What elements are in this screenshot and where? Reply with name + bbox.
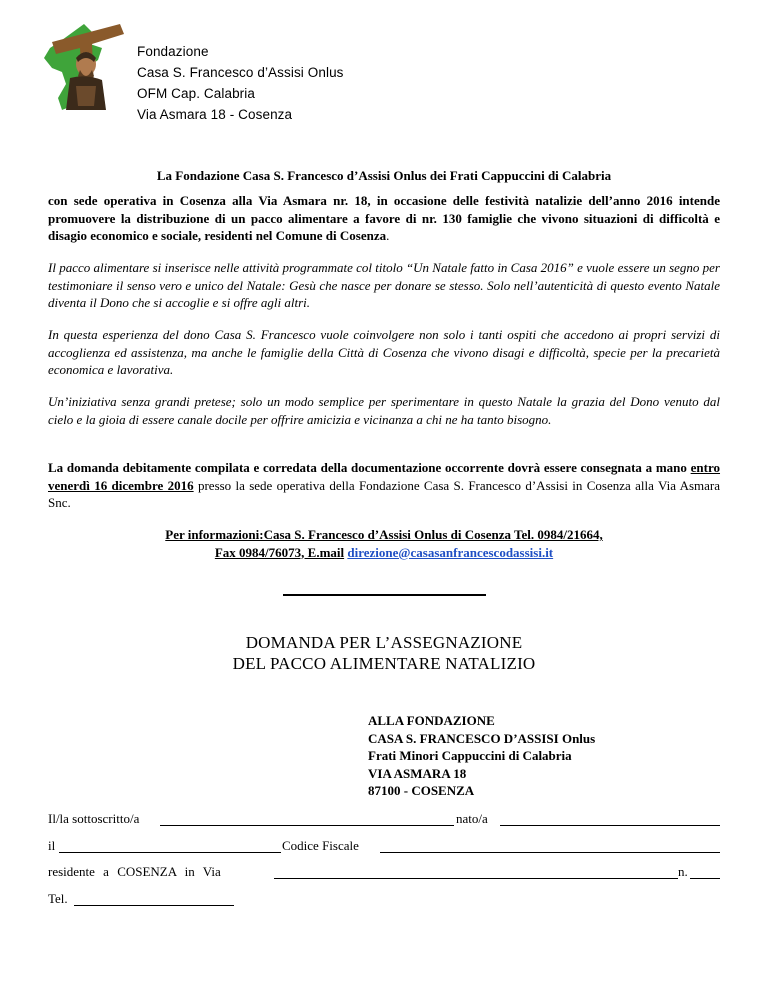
street-number-input-line[interactable] bbox=[690, 864, 720, 879]
recipient-line: VIA ASMARA 18 bbox=[368, 765, 467, 781]
street-input-line[interactable] bbox=[274, 864, 678, 879]
org-header bbox=[137, 41, 344, 125]
undersigned-label: Il/la sottoscritto/a bbox=[48, 811, 140, 826]
form-title-line-2: DEL PACCO ALIMENTARE NATALIZIO bbox=[232, 654, 536, 673]
org-line: Fondazione bbox=[137, 44, 209, 59]
resident-label: residente a COSENZA in Via bbox=[48, 864, 221, 879]
number-label: n. bbox=[678, 864, 688, 879]
separator-line bbox=[283, 594, 486, 596]
undersigned-input-line[interactable] bbox=[160, 811, 454, 826]
phone-label: Tel. bbox=[48, 891, 68, 906]
recipient-address bbox=[368, 712, 595, 800]
foundation-logo bbox=[32, 18, 132, 118]
birthplace-input-line[interactable] bbox=[500, 811, 720, 826]
contact-info-line-2 bbox=[48, 544, 720, 562]
field-row-address bbox=[48, 864, 720, 882]
birthdate-input-line[interactable] bbox=[59, 838, 281, 853]
phone-input-line[interactable] bbox=[74, 891, 234, 906]
paragraph-simple-initiative: Un’iniziativa senza grandi pretese; solo un modo semplice per sperimentare in questo Natale la grazia del Dono venuto dal cielo e la gioia di essere canale docile per offrire amicizia e vicinanza a chi ne ha tanto bisogno. bbox=[48, 394, 720, 427]
field-row-birth bbox=[48, 838, 720, 856]
form-title bbox=[48, 632, 720, 674]
recipient-line: CASA S. FRANCESCO D’ASSISI Onlus bbox=[368, 730, 596, 746]
submission-lead: La domanda debitamente compilata e corredata della documentazione occorrente dovrà essere consegnata a mano bbox=[48, 460, 687, 475]
org-line: Via Asmara 18 - Cosenza bbox=[137, 107, 293, 122]
paragraph-christmas-initiative: Il pacco alimentare si inserisce nelle attività programmate col titolo “Un Natale fatto in Casa 2016” e vuole essere un segno per testimoniare il senso vero e unico del Natale: Gesù che nasce per donare se stesso. Solo nell’autenticità di questo evento Natale diventa il Dono che si accoglie e si offre agli altri. bbox=[48, 260, 720, 310]
org-line: Casa S. Francesco d’Assisi Onlus bbox=[137, 65, 344, 80]
recipient-line: 87100 - COSENZA bbox=[368, 783, 475, 798]
on-date-label: il bbox=[48, 838, 56, 853]
paragraph-gift-experience: In questa esperienza del dono Casa S. Francesco vuole coinvolgere non solo i tanti ospiti che accedono ai propri servizi di accoglienza ed assistenza, ma anche le famiglie della Città di Cosenza che vivono disagi e difficoltà, specie per la precarietà economica e lavorativa. bbox=[48, 327, 720, 377]
tax-code-label: Codice Fiscale bbox=[282, 838, 359, 853]
contact-info-line-1: Per informazioni:Casa S. Francesco d’Assisi Onlus di Cosenza Tel. 0984/21664, bbox=[165, 527, 603, 542]
email-link[interactable]: direzione@casasanfrancescodassisi.it bbox=[347, 544, 554, 560]
born-label: nato/a bbox=[456, 811, 488, 826]
paragraph-announcement-text: con sede operativa in Cosenza alla Via Asmara nr. 18, in occasione delle festività natalizie dell’anno 2016 intende promuovere la distribuzione di un pacco alimentare a favore di nr. 130 famiglie che vivono situazioni di difficoltà e disagio economico e sociale, residenti nel Comune di Cosenza bbox=[48, 193, 720, 243]
field-row-name bbox=[48, 811, 720, 829]
paragraph-submission bbox=[48, 459, 720, 512]
contact-fax: Fax 0984/76073, E.mail bbox=[214, 544, 345, 560]
submission-deadline: entro venerdì 16 dicembre 2016 bbox=[48, 460, 721, 493]
tax-code-input-line[interactable] bbox=[380, 838, 720, 853]
recipient-line: Frati Minori Cappuccini di Calabria bbox=[368, 748, 572, 763]
paragraph-announcement bbox=[48, 192, 720, 245]
org-line: OFM Cap. Calabria bbox=[137, 86, 255, 101]
submission-tail: presso la sede operativa della Fondazione Casa S. Francesco d’Assisi in Cosenza alla Via Asmara Snc. bbox=[48, 477, 720, 510]
recipient-line: ALLA FONDAZIONE bbox=[368, 713, 495, 728]
paragraph-announcement-end: . bbox=[386, 228, 390, 243]
form-title-line-1: DOMANDA PER L’ASSEGNAZIONE bbox=[245, 633, 523, 652]
field-row-phone bbox=[48, 891, 720, 909]
contact-info bbox=[48, 526, 720, 561]
intro-title: La Fondazione Casa S. Francesco d’Assisi Onlus dei Frati Cappuccini di Calabria bbox=[156, 168, 612, 183]
